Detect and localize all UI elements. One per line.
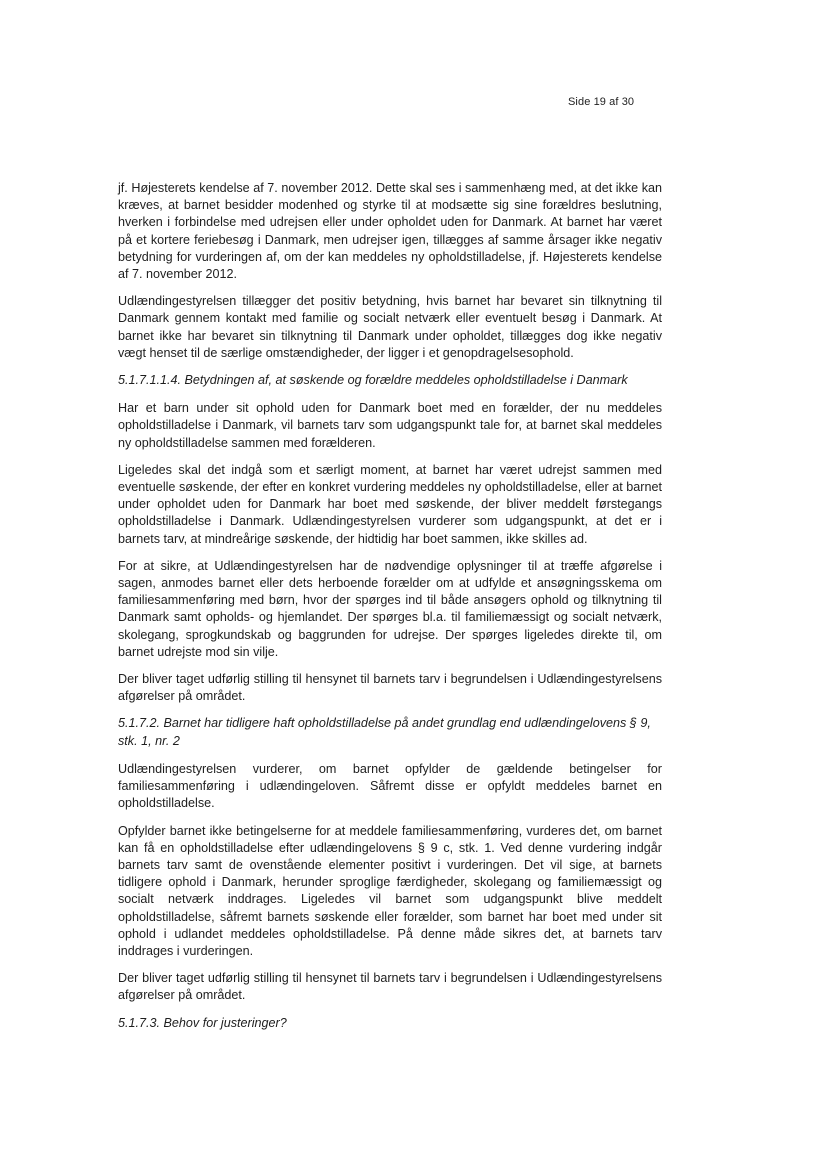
paragraph: Udlændingestyrelsen tillægger det positiv betydning, hvis barnet har bevaret sin tilknytning til Danmark gennem kontakt med familie og socialt netværk eller eventuelt besøg i Danmark. At barnet ikke har bevaret sin tilknytning til Danmark under opholdet, tillægges dog ikke negativ vægt henset til de særlige omstændigheder, der ligger i et genopdragelsesophold. — [118, 294, 662, 360]
paragraph: jf. Højesterets kendelse af 7. november 2012. Dette skal ses i sammenhæng med, at det ikke kan kræves, at barnet besidder modenhed og styrke til at modsætte sig sine forældres beslutning, hverken i forbindelse med udrejsen eller under opholdet uden for Danmark. At barnet har været på et kortere feriebesøg i Danmark, men udrejser igen, tillægges af samme årsager ikke negativ betydning for vurderingen af, om der kan meddeles ny opholdstilladelse, jf. Højesterets kendelse af 7. november 2012. — [118, 181, 662, 282]
paragraph: For at sikre, at Udlændingestyrelsen har de nødvendige oplysninger til at træffe afgørelse i sagen, anmodes barnet eller dets herboende forælder om at udfylde et ansøgningsskema om familiesammenføring med børn, hvor der spørges ind til både ansøgers ophold og tilknytning til Danmark samt opholds- og hjemlandet. Der spørges bl.a. til familiemæssigt og socialt netværk, skolegang, sprogkundskab og baggrunden for udrejse. Der spørges ligeledes direkte til, om barnet udrejste mod sin vilje. — [118, 558, 662, 659]
paragraph: Har et barn under sit ophold uden for Danmark boet med en forælder, der nu meddeles opholdstilladelse i Danmark, vil barnets tarv som udgangspunkt tale for, at barnet skal meddeles ny opholdstilladelse sammen med forælderen. — [118, 401, 662, 450]
document-body — [118, 180, 662, 1043]
paragraph: Opfylder barnet ikke betingelserne for at meddele familiesammenføring, vurderes det, om barnet kan få en opholdstilladelse efter udlændingelovens § 9 c, stk. 1. Ved denne vurdering indgår barnets tarv samt de ovenstående elementer positivt i vurderingen. Det vil sige, at barnets tidligere ophold i Danmark, herunder sproglige færdigheder, skolegang og familiemæssigt og socialt netværk inddrages. Ligeledes vil barnet som udgangspunkt blive meddelt opholdstilladelse, såfremt barnets søskende eller forælder, som barnet har boet med under sit ophold i udlandet meddeles opholdstilladelse. På denne måde sikres det, at barnets tarv inddrages i vurderingen. — [118, 823, 662, 958]
page-number: Side 19 af 30 — [568, 96, 635, 108]
section-heading: 5.1.7.3. Behov for justeringer? — [118, 1015, 287, 1030]
paragraph: Ligeledes skal det indgå som et særligt moment, at barnet har været udrejst sammen med eventuelle søskende, der efter en konkret vurdering meddeles ny opholdstilladelse, eller at barnet under opholdet uden for Danmark har boet med søskende, der bliver meddelt førstegangs opholdstilladelse i Danmark. Udlændingestyrelsen vurderer som udgangspunkt, at det er i barnets tarv, at mindreårige søskende, der hidtidig har boet sammen, ikke skilles ad. — [118, 462, 662, 546]
paragraph: Der bliver taget udførlig stilling til hensynet til barnets tarv i begrundelsen i Udlændingestyrelsens afgørelser på området. — [118, 672, 662, 704]
paragraph: Der bliver taget udførlig stilling til hensynet til barnets tarv i begrundelsen i Udlændingestyrelsens afgørelser på området. — [118, 971, 662, 1003]
paragraph: Udlændingestyrelsen vurderer, om barnet opfylder de gældende betingelser for familiesammenføring i udlændingeloven. Såfremt disse er opfyldt meddeles barnet en opholdstilladelse. — [118, 761, 662, 811]
section-heading: 5.1.7.1.1.4. Betydningen af, at søskende og forældre meddeles opholdstilladelse i Danmark — [118, 373, 628, 388]
section-heading: 5.1.7.2. Barnet har tidligere haft opholdstilladelse på andet grundlag end udlændingelovens § 9, stk. 1, nr. 2 — [118, 716, 651, 748]
